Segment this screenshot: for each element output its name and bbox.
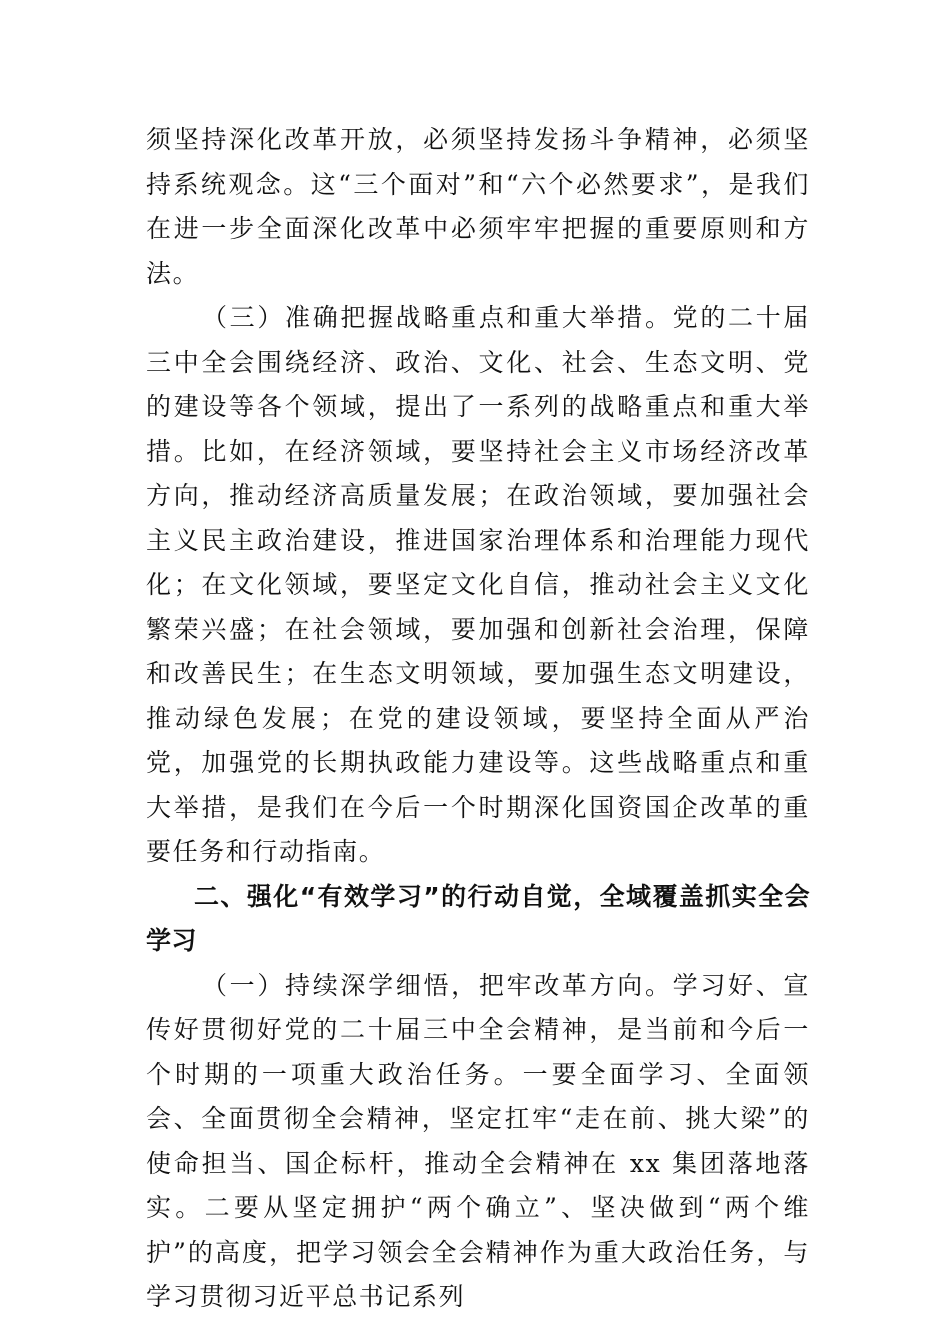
paragraph-strategic-focus: （三）准确把握战略重点和重大举措。党的二十届三中全会围绕经济、政治、文化、社会、生态文明、党的建设等各个领域，提出了一系列的战略重点和重大举措。比如，在经济领域，要坚持社会主义市场经济改革方向，推动经济高质量发展；在政治领域，要加强社会主义民主政治建设，推进国家治理体系和治理能力现代化；在文化领域，要坚定文化自信，推动社会主义文化繁荣兴盛；在社会领域，要加强和创新社会治理，保障和改善民生；在生态文明领域，要加强生态文明建设，推动绿色发展；在党的建设领域，要坚持全面从严治党，加强党的长期执政能力建设等。这些战略重点和重大举措，是我们在今后一个时期深化国资国企改革的重要任务和行动指南。 <box>146 303 810 866</box>
document-body <box>146 118 810 1320</box>
paragraph-continuation: 须坚持深化改革开放，必须坚持发扬斗争精神，必须坚持系统观念。这“三个面对”和“六个必然要求”，是我们在进一步全面深化改革中必须牢牢把握的重要原则和方法。 <box>146 125 810 288</box>
section-heading-effective-learning: 二、强化“有效学习”的行动自觉，全域覆盖抓实全会学习 <box>146 881 810 955</box>
paragraph-deep-study: （一）持续深学细悟，把牢改革方向。学习好、宣传好贯彻好党的二十届三中全会精神，是当前和今后一个时期的一项重大政治任务。一要全面学习、全面领会、全面贯彻全会精神，坚定扛牢“走在前、挑大梁”的使命担当、国企标杆，推动全会精神在 xx 集团落地落实。二要从坚定拥护“两个确立”、坚决做到“两个维护”的高度，把学习领会全会精神作为重大政治任务，与学习贯彻习近平总书记系列 <box>146 970 810 1311</box>
